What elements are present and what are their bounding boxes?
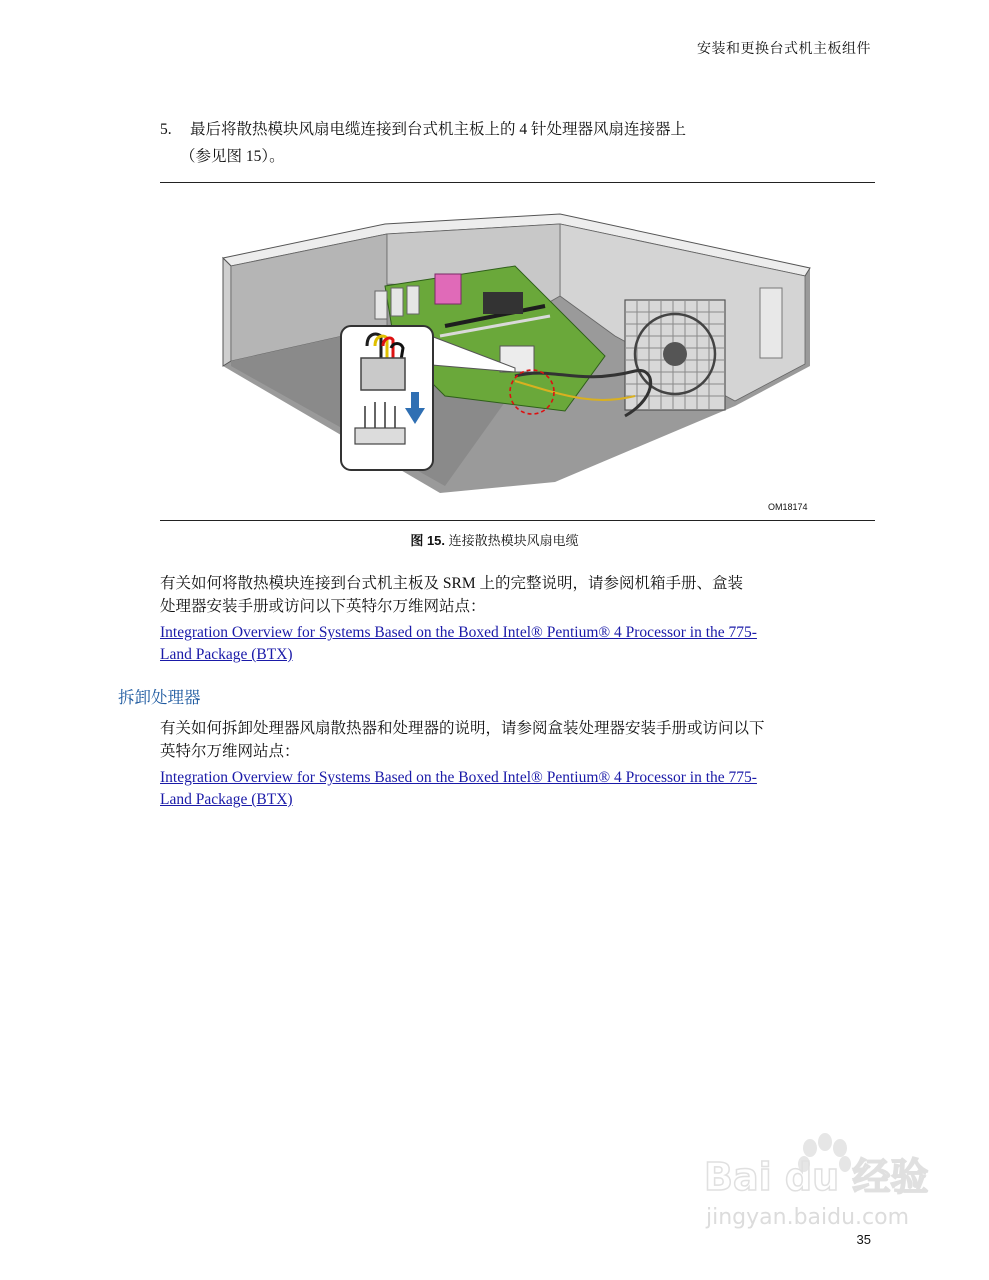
step-text-line2: （参见图 15）。 — [180, 148, 285, 165]
page-number: 35 — [856, 1232, 871, 1247]
figure-caption — [0, 530, 989, 549]
paragraph-line: 处理器安装手册或访问以下英特尔万维网站点： — [160, 598, 486, 615]
figure-top-rule — [160, 182, 875, 183]
running-header: 安装和更换台式机主板组件 — [697, 42, 871, 57]
chassis-fan-cable-illustration — [215, 196, 815, 496]
paragraph-line: 有关如何拆卸处理器风扇散热器和处理器的说明，请参阅盒装处理器安装手册或访问以下 — [160, 720, 765, 737]
paragraph-remove-info — [160, 717, 860, 763]
figure-bottom-rule — [160, 520, 875, 521]
watermark-brand: Bai du 经验 — [704, 1155, 929, 1199]
link-line[interactable]: Land Package (BTX) — [160, 646, 293, 663]
link-line[interactable]: Integration Overview for Systems Based on the Boxed Intel® Pentium® 4 Processor in the 775- — [160, 624, 757, 641]
paragraph-line: 有关如何将散热模块连接到台式机主板及 SRM 上的完整说明，请参阅机箱手册、盒装 — [160, 575, 743, 592]
step-text-line1: 最后将散热模块风扇电缆连接到台式机主板上的 4 针处理器风扇连接器上 — [190, 121, 687, 138]
link-line[interactable]: Integration Overview for Systems Based on the Boxed Intel® Pentium® 4 Processor in the 775- — [160, 769, 757, 786]
integration-overview-link-2[interactable] — [160, 767, 860, 811]
step-number: 5. — [160, 121, 172, 138]
step-5 — [160, 116, 860, 170]
caption-label: 图 15. — [410, 533, 446, 548]
figure-id: OM18174 — [768, 502, 808, 512]
link-line[interactable]: Land Package (BTX) — [160, 791, 293, 808]
watermark-url: jingyan.baidu.com — [706, 1205, 910, 1230]
baidu-jingyan-watermark — [700, 1128, 930, 1238]
paragraph-install-info — [160, 572, 860, 618]
integration-overview-link-1[interactable] — [160, 622, 860, 666]
paragraph-line: 英特尔万维网站点： — [160, 743, 300, 760]
caption-text: 连接散热模块风扇电缆 — [448, 533, 579, 548]
section-heading-remove-processor: 拆卸处理器 — [118, 688, 201, 707]
